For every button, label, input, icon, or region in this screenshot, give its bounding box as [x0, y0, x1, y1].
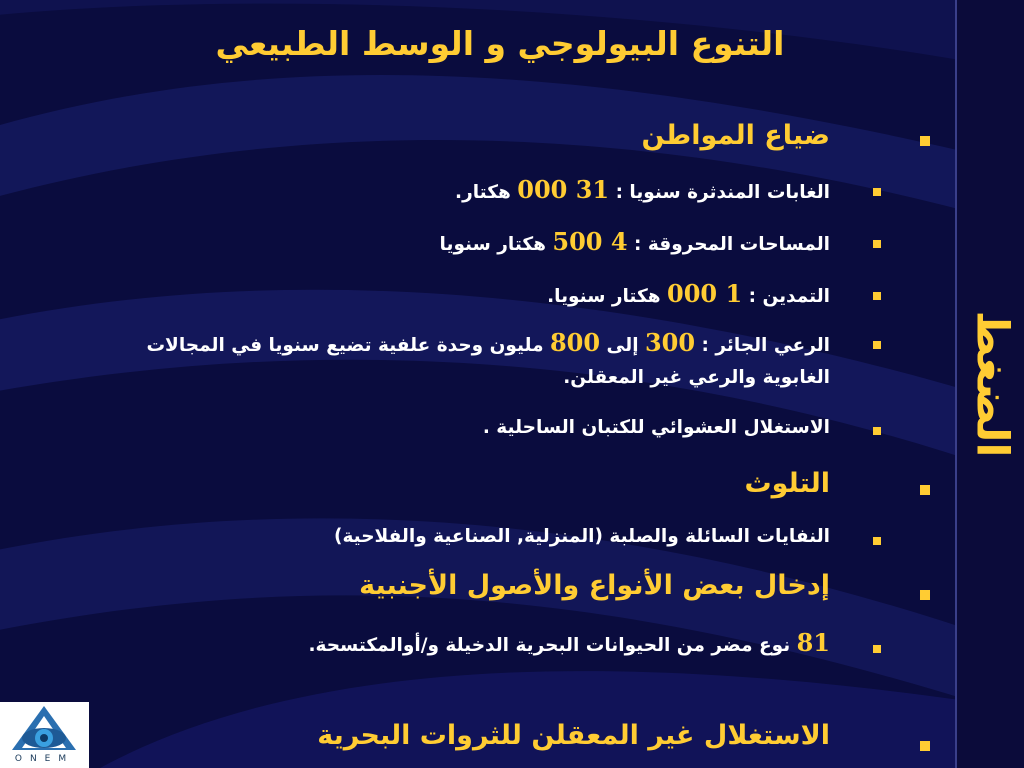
- item-forests: [455, 175, 830, 208]
- onem-logo: [0, 702, 89, 768]
- bullet-marker: [873, 427, 881, 435]
- logo-text: ONEM: [14, 754, 75, 764]
- item-text: هكتار سنويا: [439, 234, 553, 255]
- item-urbanization: [547, 279, 830, 312]
- bullet-marker: [873, 537, 881, 545]
- bullet-marker: [920, 590, 930, 600]
- item-number: 81: [796, 628, 830, 657]
- item-number: 4 500: [552, 227, 628, 256]
- item-number: 300: [644, 328, 696, 357]
- item-marine-species: [308, 628, 830, 661]
- item-text: الاستغلال العشوائي للكتبان الساحلية .: [482, 417, 830, 438]
- item-waste: [334, 522, 830, 552]
- heading-pollution: [745, 466, 831, 502]
- bullet-marker: [873, 188, 881, 196]
- bullet-marker: [920, 136, 930, 146]
- bullet-marker: [873, 341, 881, 349]
- side-panel: [955, 0, 1024, 768]
- bullet-marker: [920, 741, 930, 751]
- item-burned: [440, 227, 830, 260]
- heading-text: التلوث: [744, 468, 830, 499]
- item-text: الرعي الجائر :: [695, 335, 830, 356]
- slide-title: التنوع البيولوجي و الوسط الطبيعي: [215, 24, 785, 63]
- item-overgrazing-continued: [563, 363, 830, 393]
- item-number: 800: [549, 328, 601, 357]
- heading-text: الاستغلال غير المعقلن للثروات البحرية: [317, 720, 830, 751]
- heading-habitat-loss: [642, 118, 831, 154]
- bullet-marker: [873, 292, 881, 300]
- bullet-marker: [873, 240, 881, 248]
- item-number: 31 000: [517, 175, 610, 204]
- item-text: الغابوية والرعي غير المعقلن.: [563, 367, 830, 388]
- item-text: المساحات المحروقة :: [627, 234, 830, 255]
- item-text: نوع مضر من الحيوانات البحرية الدخيلة و/أوالمكتسحة.: [308, 635, 797, 656]
- item-dunes: [483, 413, 830, 443]
- heading-invasive-species: [359, 568, 830, 604]
- heading-text: إدخال بعض الأنواع والأصول الأجنبية: [359, 570, 830, 601]
- item-text: هكتار سنويا.: [547, 286, 668, 307]
- item-text: الغابات المندثرة سنويا :: [609, 182, 830, 203]
- side-label-pressure: الضغط: [966, 310, 1017, 458]
- item-text: مليون وحدة علفية تضيع سنويا في المجالات: [146, 335, 550, 356]
- item-overgrazing: [10, 328, 830, 361]
- item-text: هكتار.: [455, 182, 518, 203]
- item-text: النفايات السائلة والصلبة (المنزلية, الصناعية والفلاحية): [334, 526, 830, 547]
- heading-text: ضياع المواطن: [641, 120, 830, 151]
- item-text: إلى: [600, 335, 645, 356]
- bullet-marker: [920, 485, 930, 495]
- logo-emblem: [0, 702, 89, 756]
- item-number: 1 000: [667, 279, 743, 308]
- bullet-marker: [873, 645, 881, 653]
- item-text: التمدين :: [742, 286, 830, 307]
- heading-marine-exploitation: [317, 718, 830, 754]
